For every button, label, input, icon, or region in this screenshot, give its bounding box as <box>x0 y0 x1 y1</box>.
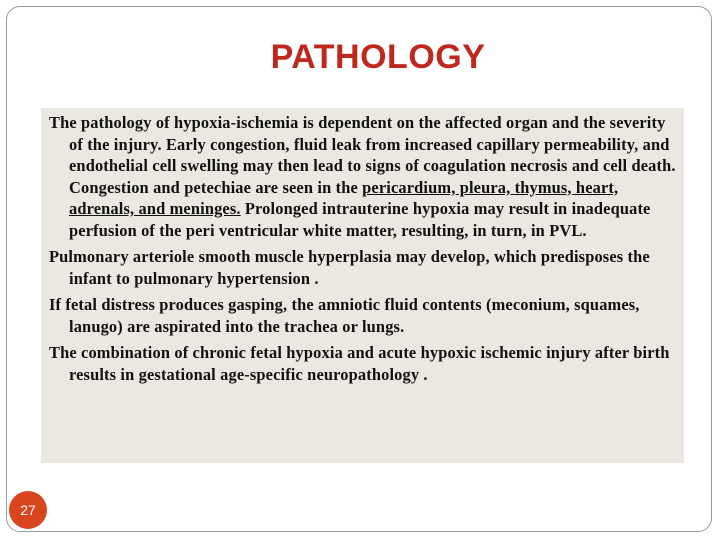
paragraph-fetal-distress: If fetal distress produces gasping, the amniotic fluid contents (meconium, squames, lanugo) are aspirated into the trachea or lungs. <box>49 295 640 336</box>
page-number-badge: 27 <box>9 491 47 529</box>
paragraph-pathology <box>49 112 676 241</box>
organ-list-underlined: pericardium, pleura, thymus, heart, adrenals, and meninges. <box>69 177 619 218</box>
paragraph-pulmonary: Pulmonary arteriole smooth muscle hyperplasia may develop, which predisposes the infant to pulmonary hypertension . <box>49 247 650 288</box>
slide-title: PATHOLOGY <box>270 38 486 76</box>
paragraph-combination: The combination of chronic fetal hypoxia and acute hypoxic ischemic injury after birth results in gestational age-specific neuropathology . <box>49 343 670 384</box>
paragraph-text-post: Prolonged intrauterine hypoxia may result in inadequate perfusion of the peri ventricular white matter, resulting, in turn, in PVL. <box>69 199 651 240</box>
paragraph-text-pre: The pathology of hypoxia-ischemia is dependent on the affected organ and the severity of the injury. Early congestion, fluid leak from increased capillary permeability, and endothelial cell swelling may then lead to signs of coagulation necrosis and cell death. Congestion and petechiae are seen in the <box>49 113 676 197</box>
content-box <box>41 108 684 463</box>
